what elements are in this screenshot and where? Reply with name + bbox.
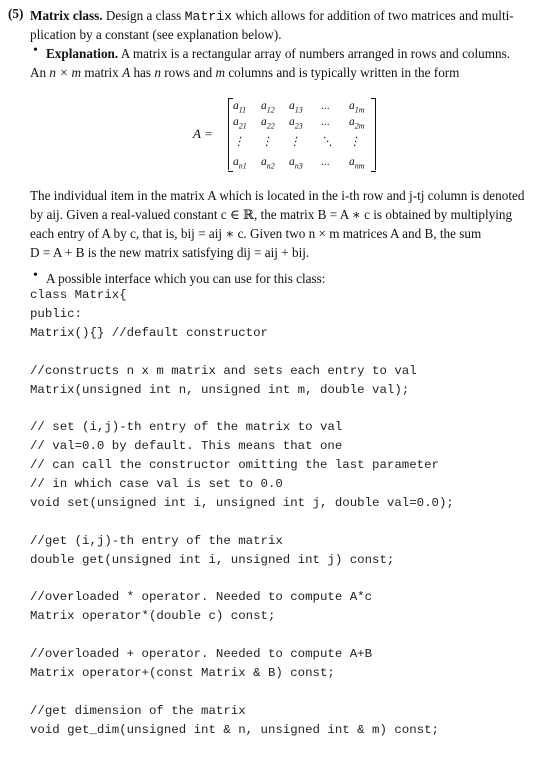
code-line: // set (i,j)-th entry of the matrix to val bbox=[30, 420, 343, 435]
code-line: // in which case val is set to 0.0 bbox=[30, 477, 283, 491]
paragraph-line2: by aij. Given a real-valued constant c ∈ ℝ, the matrix B = A ∗ c is obtained by multiplying bbox=[30, 207, 513, 222]
interface-intro: A possible interface which you can use for this class: bbox=[46, 271, 326, 286]
exp-m: m bbox=[215, 65, 226, 80]
matrix-cell: $a_{n1}$ bbox=[233, 156, 247, 171]
matrix-cell: $a_{12}$ bbox=[261, 100, 275, 115]
matrix-cell: ⋮ bbox=[261, 136, 273, 148]
code-line: // can call the constructor omitting the last parameter bbox=[30, 458, 439, 473]
matrix-cell: $a_{2m}$ bbox=[349, 116, 365, 131]
code-line: //get (i,j)-th entry of the matrix bbox=[30, 533, 283, 548]
code-line: //overloaded * operator. Needed to compute A*c bbox=[30, 590, 373, 605]
paragraph-line4: D = A + B is the new matrix satisfying dij = aij + bij. bbox=[30, 245, 310, 260]
code-line: Matrix operator+(const Matrix & B) const; bbox=[30, 666, 335, 680]
intro-text-a: Design a class bbox=[105, 8, 182, 23]
code-line: void set(unsigned int i, unsigned int j, double val=0.0); bbox=[30, 495, 454, 510]
code-line: //overloaded + operator. Needed to compute A+B bbox=[30, 647, 373, 662]
matrix-cell: ⋮ bbox=[233, 136, 245, 148]
exp-nxm: n × m bbox=[49, 65, 82, 80]
matrix-cell: $a_{n2}$ bbox=[261, 156, 275, 171]
code-line: // val=0.0 by default. This means that one bbox=[30, 439, 343, 454]
matrix-cell: $a_{21}$ bbox=[233, 116, 247, 131]
code-line: Matrix(unsigned int n, unsigned int m, double val); bbox=[30, 382, 410, 397]
matrix-cell: $a_{13}$ bbox=[289, 100, 303, 115]
problem-title: Matrix class. bbox=[30, 8, 103, 23]
matrix-cell: ⋱ bbox=[321, 136, 333, 148]
matrix-display bbox=[228, 98, 376, 170]
paragraph-line1: The individual item in the matrix A which is located in the i-th row and j-tj column is denoted bbox=[30, 188, 525, 203]
problem-intro-text bbox=[30, 6, 544, 27]
explanation-text1: A matrix is a rectangular array of numbers arranged in rows and columns. bbox=[120, 46, 511, 61]
paragraph-line3: each entry of A by c, that is, bij = aij ∗ c. Given two n × m matrices A and B, the sum bbox=[30, 226, 482, 241]
matrix-cell: $a_{23}$ bbox=[289, 116, 303, 131]
explanation-heading: Explanation. bbox=[46, 46, 119, 61]
matrix-cell: $a_{1m}$ bbox=[349, 100, 365, 115]
exp-mid1: matrix bbox=[84, 65, 119, 80]
matrix-cell: ⋮ bbox=[289, 136, 301, 148]
code-line: void get_dim(unsigned int & n, unsigned int & m) const; bbox=[30, 722, 439, 737]
matrix-lhs: A = bbox=[193, 126, 213, 141]
code-line: class Matrix{ bbox=[30, 288, 127, 302]
exp-prefix: An bbox=[30, 65, 47, 80]
matrix-cell: ... bbox=[321, 156, 330, 168]
exp-suffix: columns and is typically written in the form bbox=[228, 65, 460, 80]
exp-n: n bbox=[154, 65, 161, 80]
code-line: double get(unsigned int i, unsigned int j) const; bbox=[30, 552, 395, 567]
intro-line2: plication by a constant (see explanation below). bbox=[30, 27, 282, 42]
problem-number: (5) bbox=[8, 6, 24, 21]
code-line: public: bbox=[30, 306, 83, 321]
bullet-icon: • bbox=[33, 268, 38, 283]
matrix-cell: $a_{11}$ bbox=[233, 100, 247, 115]
matrix-cell: $a_{nm}$ bbox=[349, 156, 365, 171]
matrix-cell: $a_{n3}$ bbox=[289, 156, 303, 171]
matrix-cell: $a_{22}$ bbox=[261, 116, 275, 131]
bullet-icon: • bbox=[33, 43, 38, 58]
code-line: Matrix(){} //default constructor bbox=[30, 325, 268, 340]
exp-mid2: has bbox=[133, 65, 152, 80]
matrix-cell: ⋮ bbox=[349, 136, 361, 148]
exp-mid3: rows and bbox=[164, 65, 213, 80]
code-line: Matrix operator*(double c) const; bbox=[30, 609, 276, 624]
explanation-line1 bbox=[46, 44, 544, 64]
matrix-cell: ... bbox=[321, 100, 330, 112]
code-line: //constructs n x m matrix and sets each entry to val bbox=[30, 363, 417, 378]
exp-A: A bbox=[122, 65, 131, 80]
explanation-line2 bbox=[30, 63, 544, 83]
matrix-cell: ... bbox=[321, 116, 330, 128]
intro-text-b: which allows for addition of two matrices and multi- bbox=[235, 8, 514, 23]
intro-code-matrix: Matrix bbox=[184, 9, 233, 24]
code-line: //get dimension of the matrix bbox=[30, 703, 246, 718]
